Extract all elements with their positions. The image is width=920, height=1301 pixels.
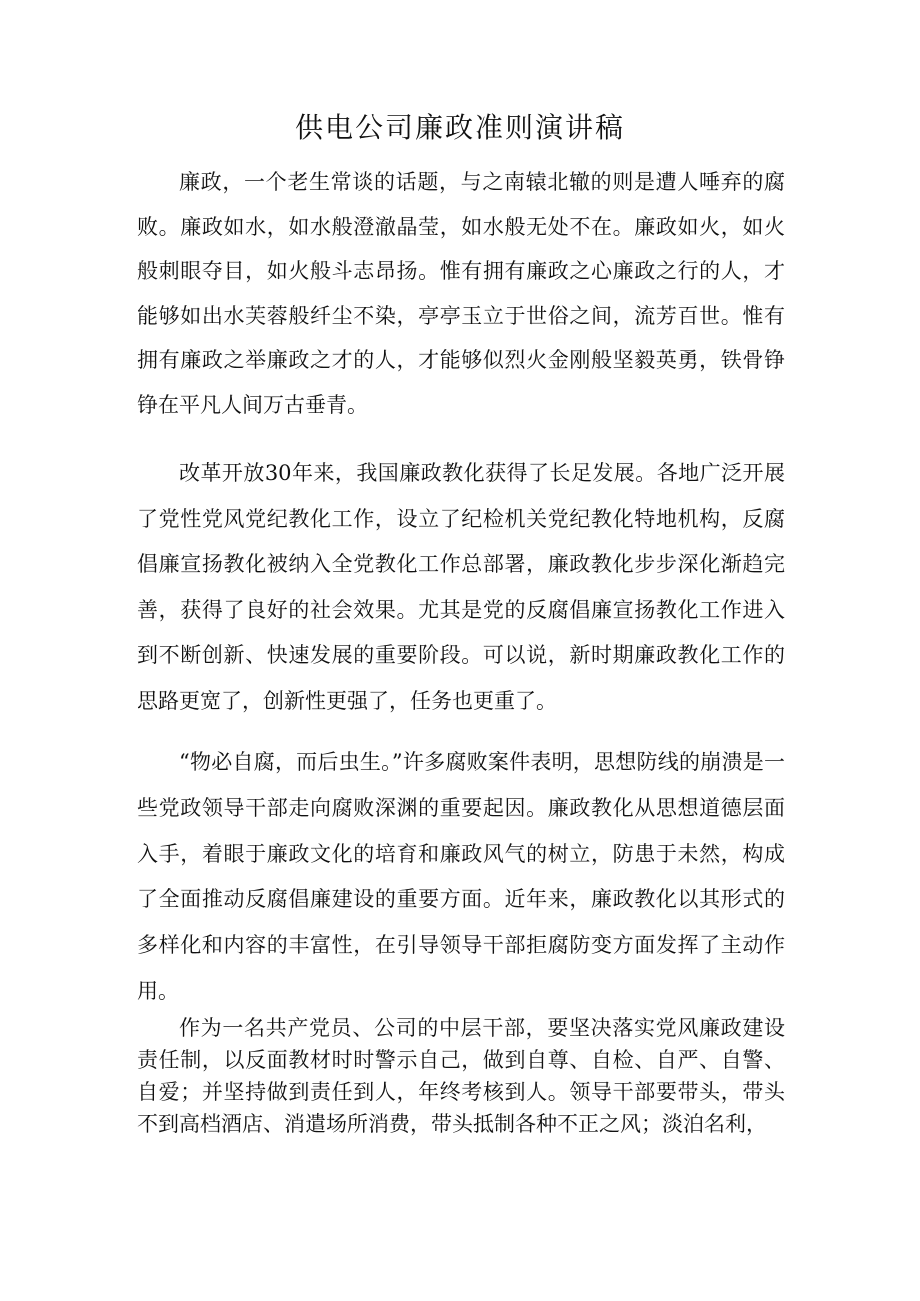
paragraph-4: 作为一名共产党员、公司的中层干部，要坚决落实党风廉政建设责任制，以反面教材时时警示自己，做到自尊、自检、自严、自警、自爱；并坚持做到责任到人，年终考核到人。领导干部要带头，带头不到高档酒店、消遣场所消费，带头抵制各种不正之风；淡泊名利， bbox=[137, 1016, 785, 1136]
paragraph-1: 廉政，一个老生常谈的话题，与之南辕北辙的则是遭人唾弃的腐败。廉政如水，如水般澄澈晶莹，如水般无处不在。廉政如火，如火般刺眼夺目，如火般斗志昂扬。惟有拥有廉政之心廉政之行的人，才能够如出水芙蓉般纤尘不染，亭亭玉立于世俗之间，流芳百世。惟有拥有廉政之举廉政之才的人，才能够似烈火金刚般坚毅英勇，铁骨铮铮在平凡人间万古垂青。 bbox=[137, 170, 785, 417]
paragraph-2: 改革开放30年来，我国廉政教化获得了长足发展。各地广泛开展了党性党风党纪教化工作，设立了纪检机关党纪教化特地机构，反腐倡廉宣扬教化被纳入全党教化工作总部署，廉政教化步步深化渐趋完善，获得了良好的社会效果。尤其是党的反腐倡廉宣扬教化工作进入到不断创新、快速发展的重要阶段。可以说，新时期廉政教化工作的思路更宽了，创新性更强了，任务也更重了。 bbox=[137, 461, 785, 713]
paragraph-3: “物必自腐，而后虫生。”许多腐败案件表明，思想防线的崩溃是一些党政领导干部走向腐败深渊的重要起因。廉政教化从思想道德层面入手，着眼于廉政文化的培育和廉政风气的树立，防患于未然，构成了全面推动反腐倡廉建设的重要方面。近年来，廉政教化以其形式的多样化和内容的丰富性，在引导领导干部拒腐防变方面发挥了主动作用。 bbox=[137, 750, 785, 1003]
document-title: 供电公司廉政准则演讲稿 bbox=[294, 111, 625, 144]
